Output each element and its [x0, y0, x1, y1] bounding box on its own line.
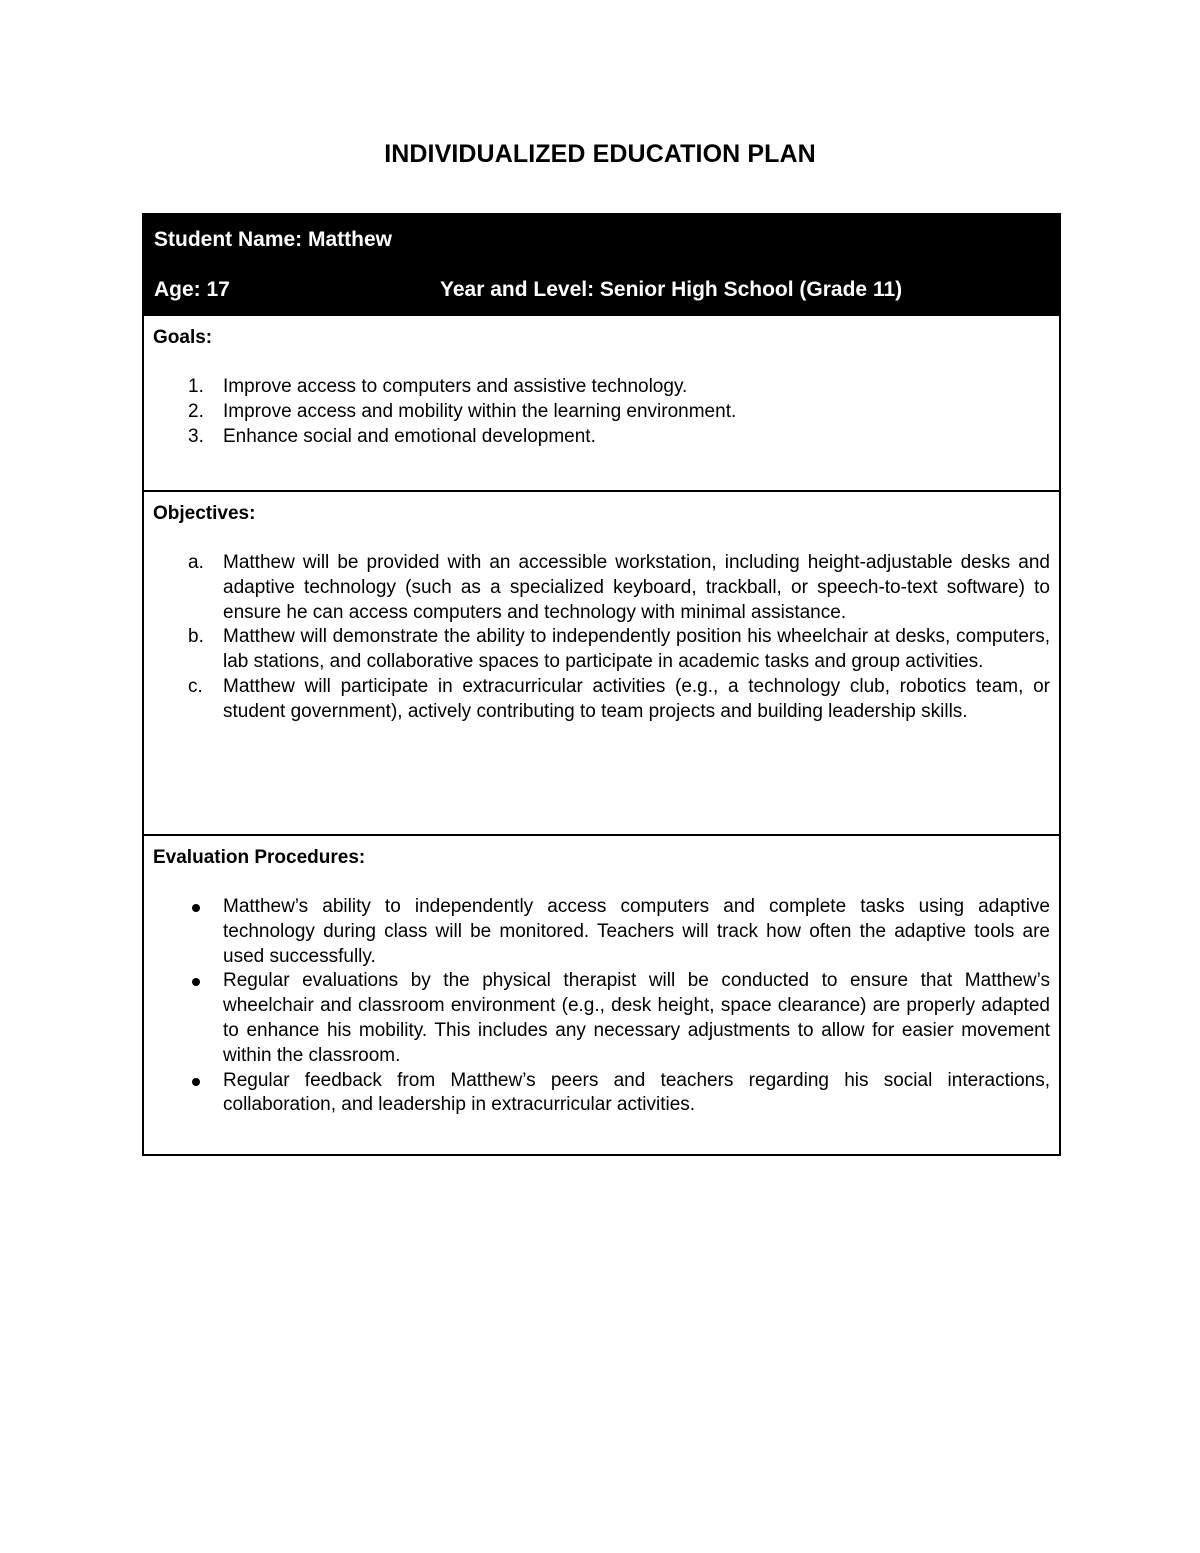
list-item: [144, 425, 1050, 450]
bullet-icon: [192, 904, 200, 912]
student-info-header: [144, 215, 1059, 314]
goals-list: [144, 375, 1050, 449]
list-marker: 1.: [188, 376, 204, 397]
goal-text: Enhance social and emotional development.: [223, 425, 596, 447]
list-item: [144, 551, 1050, 625]
student-age: Age: 17: [154, 278, 230, 301]
list-item: [144, 625, 1050, 675]
list-marker: 3.: [188, 425, 204, 447]
list-item: [144, 1069, 1050, 1119]
year-and-level: Year and Level: Senior High School (Grade 11): [440, 278, 903, 301]
list-marker: c.: [188, 675, 203, 697]
plan-table: [142, 213, 1061, 1156]
evaluation-text: Matthew’s ability to independently access computers and complete tasks using adaptive technology during class will be monitored. Teachers will track how often the adaptive tools are used successfully.: [223, 896, 1050, 967]
goals-section: [144, 314, 1059, 490]
objectives-section: [144, 490, 1059, 834]
age-year-row: [154, 278, 1034, 302]
goals-heading: Goals:: [153, 327, 213, 348]
evaluation-text: Regular evaluations by the physical therapist will be conducted to ensure that Matthew’s wheelchair and classroom environment (e.g., desk height, space clearance) are properly adapted to enhance his mobility. This includes any necessary adjustments to allow for easier movement within the classroom.: [223, 970, 1050, 1066]
goal-text: Improve access and mobility within the learning environment.: [223, 400, 737, 422]
objective-text: Matthew will demonstrate the ability to independently position his wheelchair at desks, computers, lab stations, and collaborative spaces to participate in academic tasks and group activities.: [223, 626, 1050, 673]
objective-text: Matthew will be provided with an accessible workstation, including height-adjustable desks and adaptive technology (such as a specialized keyboard, trackball, or speech-to-text software) to ensure he can access computers and technology with minimal assistance.: [223, 552, 1050, 623]
page-title: INDIVIDUALIZED EDUCATION PLAN: [384, 140, 816, 168]
bullet-icon: [192, 1078, 200, 1086]
goal-text: Improve access to computers and assistive technology.: [223, 376, 688, 397]
evaluation-heading: Evaluation Procedures:: [153, 847, 366, 868]
list-marker: b.: [188, 626, 204, 648]
list-marker: 2.: [188, 400, 204, 422]
list-item: [144, 400, 1050, 425]
evaluation-section: [144, 834, 1059, 1154]
list-item: [144, 969, 1050, 1068]
student-name: Student Name: Matthew: [154, 228, 393, 251]
objectives-heading: Objectives:: [153, 503, 256, 524]
list-item: [144, 675, 1050, 725]
objective-text: Matthew will participate in extracurricular activities (e.g., a technology club, robotics team, or student government), actively contributing to team projects and building leadership skills.: [223, 675, 1050, 722]
evaluation-text: Regular feedback from Matthew’s peers and teachers regarding his social interactions, collaboration, and leadership in extracurricular activities.: [223, 1069, 1050, 1116]
list-item: [144, 895, 1050, 969]
bullet-icon: [192, 978, 200, 986]
objectives-list: [144, 551, 1050, 725]
evaluation-list: [144, 895, 1050, 1118]
list-item: [144, 375, 1050, 400]
list-marker: a.: [188, 552, 204, 573]
